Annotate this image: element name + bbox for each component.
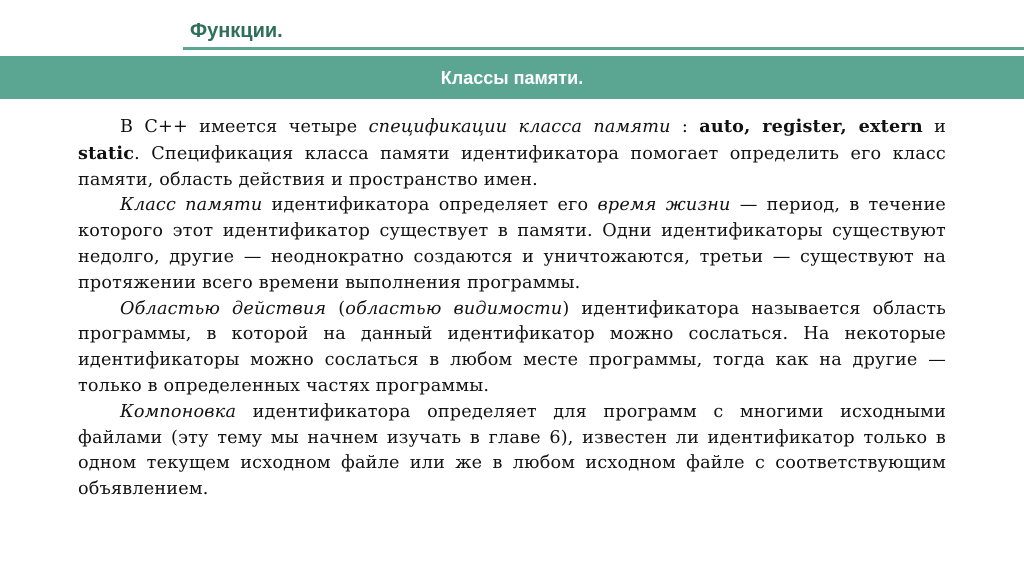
paragraph-scope [78, 297, 946, 400]
term-storage-class-specifiers: спецификации класса памяти [368, 117, 671, 137]
term-visibility: областью видимости [345, 298, 563, 319]
keyword-list: auto, register, extern [699, 116, 923, 137]
text-run: — период, в течение которого этот идентификатор существует в памяти. Одни идентификаторы существуют недолго, другие — неоднократно создаются и уничтожаются, третьи — существуют на протяжении всего времени выполнения программы. [78, 195, 947, 293]
term-storage-class: Класс памяти [120, 195, 263, 216]
text-run: : [670, 117, 700, 137]
keyword-static: static [78, 142, 135, 164]
text-run: . Спецификация класса памяти идентификатора помогает определить его класс памяти, область действия и пространство имен. [78, 143, 946, 190]
text-run: ) идентификатора называется область программы, в которой на данный идентификатор можно сослаться. На некоторые идентификаторы можно сослаться в любом месте программы, тогда как на другие — только в определенных частях программы. [78, 298, 947, 396]
text-run: ( [326, 298, 346, 319]
text-run: В С++ имеется четыре [120, 117, 369, 137]
text-run: и [922, 117, 947, 137]
paragraph-linkage [78, 400, 946, 503]
text-body [78, 114, 946, 503]
text-run: идентификатора определяет его [262, 195, 598, 216]
title-underline [183, 47, 1024, 50]
text-run: идентификатора определяет для программ с многими исходными файлами (эту тему мы начнем изучать в главе 6), известен ли идентификатор только в одном текущем исходном файле или же в любом исходном файле с соответствующим объявлением. [78, 401, 946, 500]
paragraph-specifiers [78, 114, 946, 193]
section-banner [0, 56, 1024, 99]
paragraph-storage-class [78, 193, 946, 296]
page-title: Функции. [190, 20, 283, 42]
section-title: Классы памяти. [440, 68, 584, 88]
term-scope: Областью действия [120, 298, 327, 319]
term-linkage: Компоновка [120, 401, 237, 422]
term-lifetime: время жизни [597, 195, 731, 216]
